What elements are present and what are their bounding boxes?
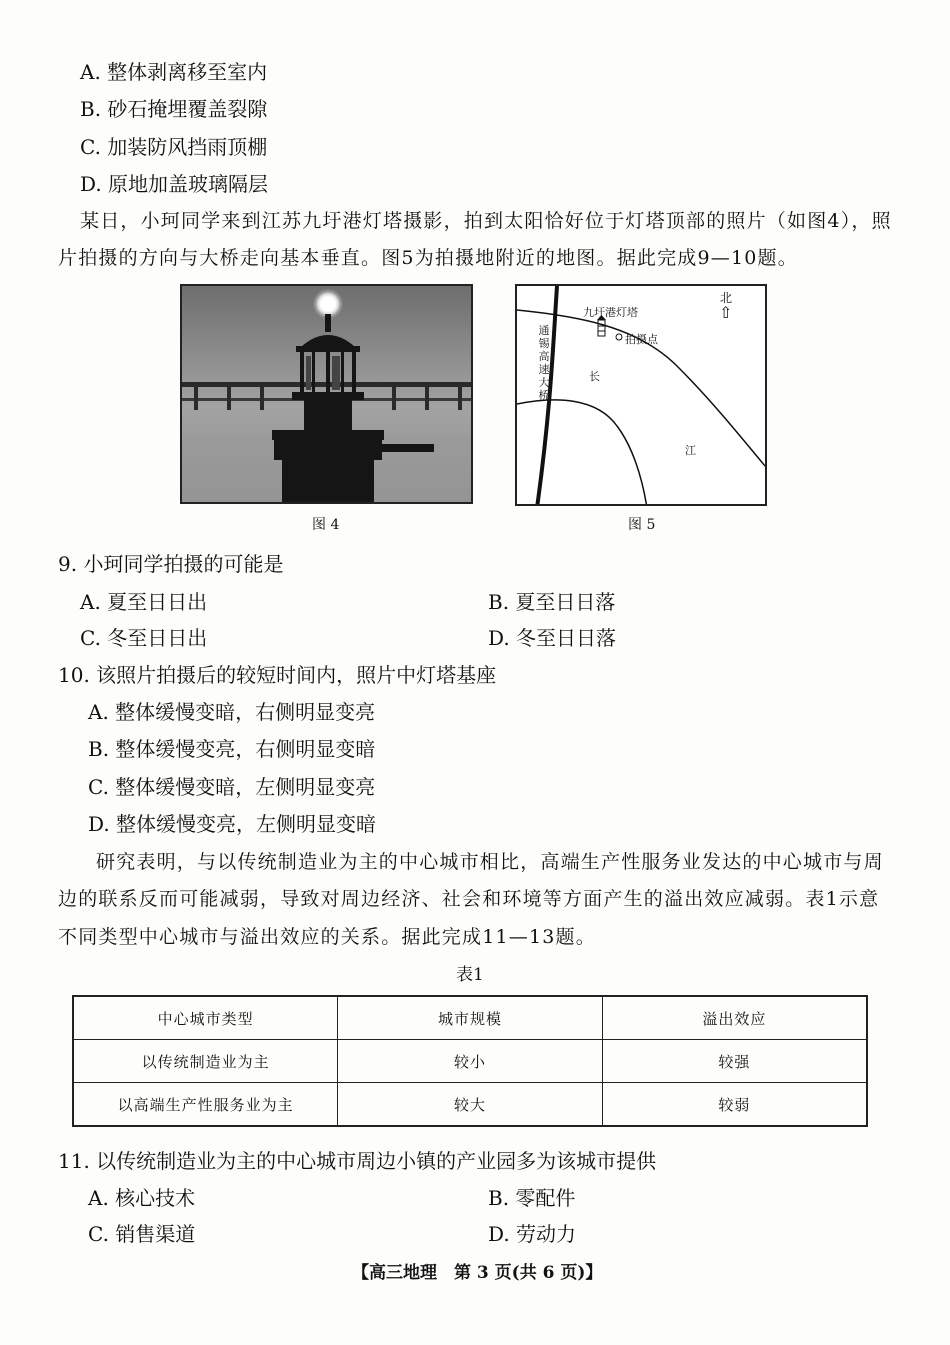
q11-option-b: B. 零配件: [488, 1186, 576, 1210]
shoot-point-label: 拍摄点: [625, 333, 658, 346]
bridge-label: 通 锡 高 速 大 桥: [538, 324, 550, 402]
q10-option-c: C. 整体缓慢变暗，左侧明显变亮: [88, 775, 376, 799]
q11-option-d: D. 劳动力: [488, 1222, 577, 1246]
table-header-cell: 中心城市类型: [73, 996, 338, 1040]
q8-option-b: B. 砂石掩埋覆盖裂隙: [80, 97, 268, 121]
table-row: [73, 1083, 867, 1127]
lighthouse-label: 九圩港灯塔: [583, 306, 638, 319]
figure4-caption: 图 4: [312, 517, 340, 533]
q11-stem: 11. 以传统制造业为主的中心城市周边小镇的产业园多为该城市提供: [58, 1149, 657, 1173]
table-cell: 以传统制造业为主: [73, 1040, 338, 1083]
q9-option-c: C. 冬至日日出: [80, 626, 208, 650]
north-arrow-icon: ⇧: [719, 303, 733, 322]
table-cell: 较大: [338, 1083, 603, 1127]
table-row: [73, 1040, 867, 1083]
q9-option-b: B. 夏至日日落: [488, 590, 616, 614]
table1: [72, 995, 868, 1127]
table-cell: 以高端生产性服务业为主: [73, 1083, 338, 1127]
river-label-chang: 长: [589, 370, 600, 383]
passage1-line2: 片拍摄的方向与大桥走向基本垂直。图5为拍摄地附近的地图。据此完成9—10题。: [58, 247, 798, 269]
q8-option-d: D. 原地加盖玻璃隔层: [80, 172, 269, 196]
passage2-line1: 研究表明，与以传统制造业为主的中心城市相比，高端生产性服务业发达的中心城市与周: [96, 851, 884, 873]
q8-option-a: A. 整体剥离移至室内: [80, 60, 268, 84]
table-cell: 较强: [602, 1040, 867, 1083]
table-header-row: [73, 996, 867, 1040]
table-cell: 较弱: [602, 1083, 867, 1127]
q10-stem: 10. 该照片拍摄后的较短时间内，照片中灯塔基座: [58, 663, 497, 687]
q10-option-d: D. 整体缓慢变亮，左侧明显变暗: [88, 812, 377, 836]
q11-option-a: A. 核心技术: [88, 1186, 196, 1210]
q8-option-c: C. 加装防风挡雨顶棚: [80, 135, 268, 159]
q9-stem: 9. 小珂同学拍摄的可能是: [58, 552, 284, 576]
figure5-map: [515, 284, 767, 506]
shoot-point-marker: [616, 334, 622, 340]
q10-option-b: B. 整体缓慢变亮，右侧明显变暗: [88, 737, 376, 761]
river-bank-south: [517, 400, 647, 506]
table-cell: 较小: [338, 1040, 603, 1083]
passage2-line3: 不同类型中心城市与溢出效应的关系。据此完成11—13题。: [58, 926, 596, 948]
q9-option-d: D. 冬至日日落: [488, 626, 617, 650]
passage2-line2: 边的联系反而可能减弱，导致对周边经济、社会和环境等方面产生的溢出效应减弱。表1示意: [58, 888, 880, 910]
table1-title: 表1: [456, 965, 484, 985]
river-label-jiang: 江: [685, 444, 696, 457]
page-footer: 【高三地理 第 3 页(共 6 页)】: [352, 1263, 603, 1283]
figure4-lighthouse-photo: [180, 284, 473, 504]
q10-option-a: A. 整体缓慢变暗，右侧明显变亮: [88, 700, 376, 724]
q11-option-c: C. 销售渠道: [88, 1222, 196, 1246]
figure5-caption: 图 5: [628, 517, 656, 533]
passage1-line1: 某日，小珂同学来到江苏九圩港灯塔摄影，拍到太阳恰好位于灯塔顶部的照片（如图4），照: [80, 210, 892, 232]
north-label: 北: [720, 291, 733, 305]
table-header-cell: 城市规模: [338, 996, 603, 1040]
table-header-cell: 溢出效应: [602, 996, 867, 1040]
q9-option-a: A. 夏至日日出: [80, 590, 208, 614]
